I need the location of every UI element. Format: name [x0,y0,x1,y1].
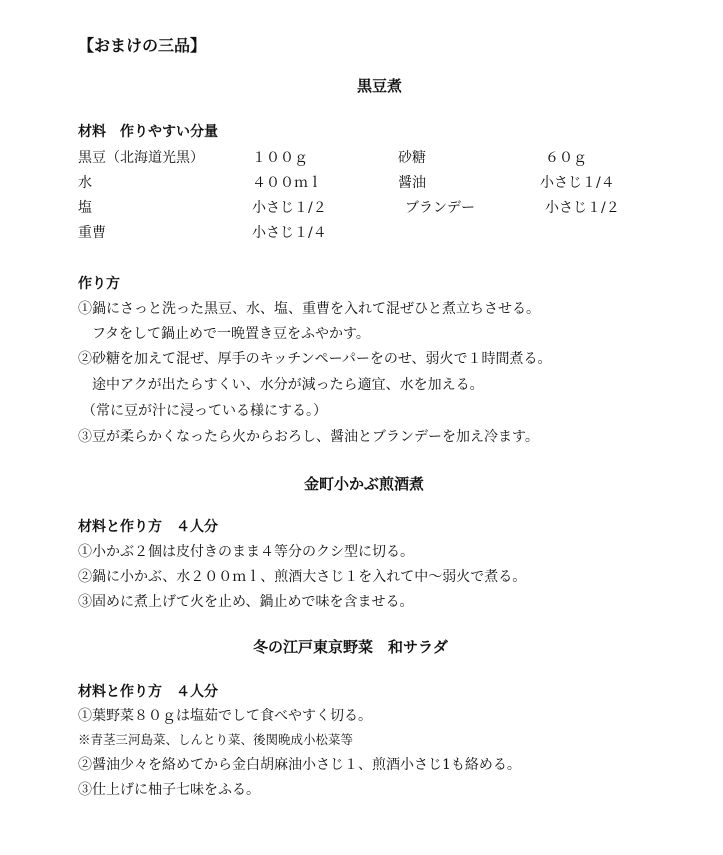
step-line: ②砂糖を加えて混ぜ、厚手のキッチンペーパーをのせ、弱火で１時間煮る。 [78,351,552,367]
ingredient-name: 塩 [78,200,92,216]
recipe1-ingredients-header: 材料 作りやすい分量 [78,124,218,140]
step-line: ②鍋に小かぶ、水２００ｍｌ、煎酒大さじ１を入れて中〜弱火で煮る。 [78,569,527,585]
page-title: 【おまけの三品】 [78,36,207,55]
step-line: ③豆が柔らかくなったら火からおろし、醤油とブランデーを加え冷ます。 [78,429,539,445]
step-line: ①葉野菜８０ｇは塩茹でして食べやすく切る。 [78,708,372,724]
recipe3-title: 冬の江戸東京野菜 和サラダ [253,638,448,656]
recipe1-title: 黒豆煮 [357,77,403,95]
step-line: ③仕上げに柚子七味をふる。 [78,782,260,798]
ingredient-amount: 小さじ１/４ [252,225,327,241]
step-line: ③固めに煮上げて火を止め、鍋止めで味を含ませる。 [78,594,414,610]
recipe3-header: 材料と作り方 ４人分 [78,684,218,700]
ingredient-name: 黒豆（北海道光黒） [78,150,204,166]
recipe1-method-header: 作り方 [78,276,120,292]
step-line: （常に豆が汁に浸っている様にする。） [82,403,327,419]
ingredient-amount: 小さじ１/２ [545,200,620,216]
ingredient-amount: ４００ｍｌ [252,175,322,191]
ingredient-amount: ６０ｇ [545,150,587,166]
ingredient-amount: 小さじ１/２ [252,200,327,216]
step-line: 途中アクが出たらすくい、水分が減ったら適宜、水を加える。 [78,377,484,393]
ingredient-name: ブランデー [405,200,475,216]
note-line: ※青茎三河島菜、しんとり菜、後関晩成小松菜等 [78,732,354,747]
step-line: ①鍋にさっと洗った黒豆、水、塩、重曹を入れて混ぜひと煮立ちさせる。 [78,301,540,317]
step-line: ①小かぶ２個は皮付きのまま４等分のクシ型に切る。 [78,544,414,560]
ingredient-name: 砂糖 [398,150,426,166]
step-line: フタをして鍋止めで一晩置き豆をふやかす。 [78,326,370,342]
ingredient-amount: 小さじ１/４ [540,175,615,191]
step-line: ②醤油少々を絡めてから金白胡麻油小さじ１、煎酒小さじ1も絡める。 [78,757,521,773]
recipe2-title: 金町小かぶ煎酒煮 [304,475,425,493]
ingredient-name: 重曹 [78,225,106,241]
ingredient-amount: １００ｇ [252,150,308,166]
ingredient-name: 水 [78,175,92,191]
recipe2-header: 材料と作り方 ４人分 [78,519,218,535]
ingredient-name: 醤油 [398,175,426,191]
